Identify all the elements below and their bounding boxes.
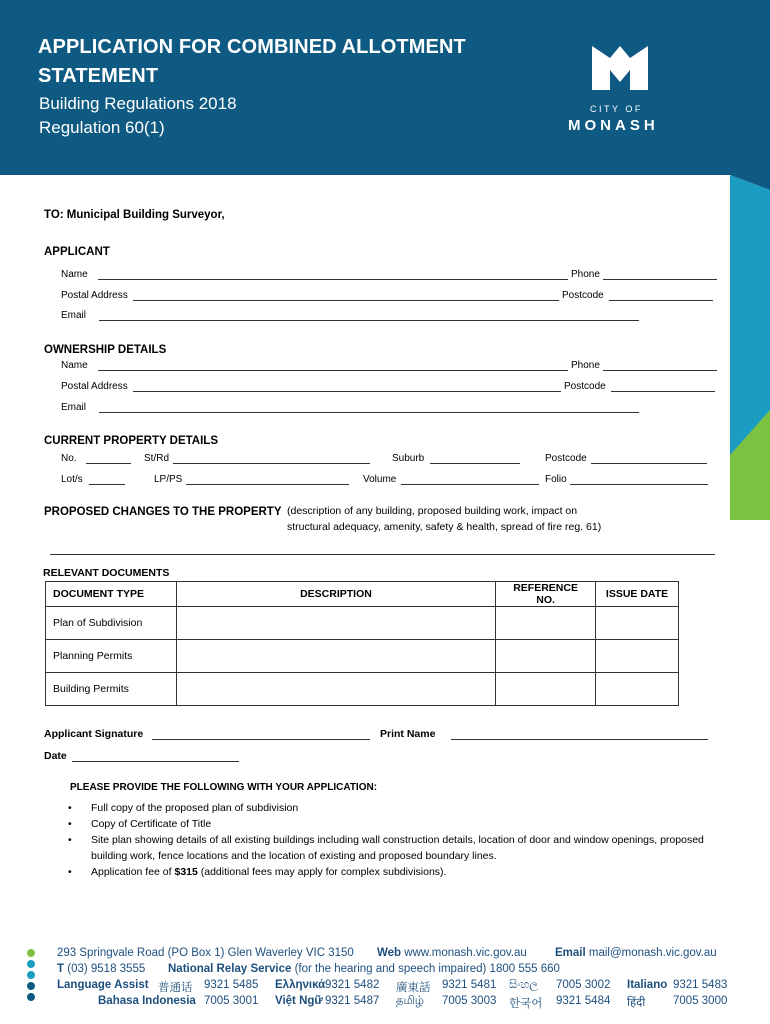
lang-number: 9321 5484 <box>556 995 611 1007</box>
applicant-email-field[interactable] <box>99 320 639 321</box>
property-folio-field[interactable] <box>570 484 708 485</box>
list-item: • Application fee of $315 (additional fees may apply for complex subdivisions). <box>68 864 728 880</box>
lang-item: தமிழ் <box>396 995 425 1007</box>
row-document-type: Building Permits <box>46 673 177 706</box>
proposed-changes-field[interactable] <box>50 554 715 555</box>
fee-amount: $315 <box>174 866 198 878</box>
footer-email-label: Email <box>555 947 586 959</box>
lang-number: 9321 5483 <box>673 979 728 991</box>
lang-item: Việt Ngữ <box>275 995 323 1007</box>
owner-phone-label: Phone <box>571 360 600 371</box>
property-suburb-label: Suburb <box>392 453 425 464</box>
owner-postcode-field[interactable] <box>611 391 715 392</box>
relevant-docs-heading: RELEVANT DOCUMENTS <box>43 567 170 579</box>
row-document-type: Planning Permits <box>46 640 177 673</box>
lang-item: 廣東話 <box>396 982 431 994</box>
applicant-phone-label: Phone <box>571 269 600 280</box>
owner-name-field[interactable] <box>98 370 568 371</box>
row-issue-date-cell[interactable] <box>596 673 679 706</box>
property-folio-label: Folio <box>545 474 567 485</box>
lang-item: 한국어 <box>509 998 543 1010</box>
lang-number: 9321 5481 <box>442 979 497 991</box>
lang-number: 7005 3001 <box>204 995 259 1007</box>
footer-nrs-label: National Relay Service <box>168 963 292 975</box>
property-no-label: No. <box>61 453 77 464</box>
lang-number: 7005 3000 <box>673 995 728 1007</box>
owner-postcode-label: Postcode <box>564 381 606 392</box>
header-band <box>0 0 770 175</box>
property-no-field[interactable] <box>86 463 131 464</box>
footer-web-row <box>377 947 527 959</box>
col-description: DESCRIPTION <box>176 582 495 607</box>
relevant-documents-table <box>45 581 679 706</box>
property-lpps-label: LP/PS <box>154 474 183 485</box>
applicant-postal-label: Postal Address <box>61 290 128 301</box>
lang-item: 普通话 <box>158 982 193 994</box>
proposed-desc-line2: structural adequacy, amenity, safety & health, spread of fire reg. 61) <box>287 521 602 533</box>
row-description-cell[interactable] <box>176 673 495 706</box>
provide-list <box>68 800 728 880</box>
print-name-field[interactable] <box>451 739 708 740</box>
list-item: • Copy of Certificate of Title <box>68 816 728 832</box>
owner-email-label: Email <box>61 402 87 413</box>
property-postcode-field[interactable] <box>591 463 707 464</box>
footer-email-row <box>555 947 717 959</box>
footer-phone-row <box>57 963 145 975</box>
lang-item: සිංහල <box>509 979 539 991</box>
footer-web-link[interactable]: www.monash.vic.gov.au <box>404 947 527 959</box>
property-strd-field[interactable] <box>173 463 370 464</box>
owner-email-field[interactable] <box>99 412 639 413</box>
ownership-heading: OWNERSHIP DETAILS <box>44 344 167 356</box>
footer-dot-icon <box>27 993 35 1001</box>
lang-number: 9321 5485 <box>204 979 259 991</box>
table-row <box>46 640 679 673</box>
row-issue-date-cell[interactable] <box>596 640 679 673</box>
property-postcode-label: Postcode <box>545 453 587 464</box>
col-reference-no: REFERENCE NO. <box>496 582 596 607</box>
table-row <box>46 673 679 706</box>
row-issue-date-cell[interactable] <box>596 607 679 640</box>
date-label: Date <box>44 750 67 762</box>
document-subtitle: Building Regulations 2018 Regulation 60(1) <box>39 94 237 137</box>
owner-phone-field[interactable] <box>603 370 717 371</box>
footer-dot-icon <box>27 971 35 979</box>
date-field[interactable] <box>72 761 239 762</box>
owner-name-label: Name <box>61 360 88 371</box>
lang-number: 9321 5487 <box>325 995 380 1007</box>
applicant-name-field[interactable] <box>98 279 568 280</box>
owner-postal-field[interactable] <box>133 391 561 392</box>
side-accent-shape <box>730 0 770 520</box>
city-of-monash-logo <box>560 40 680 140</box>
list-item: • Full copy of the proposed plan of subdivision <box>68 800 728 816</box>
applicant-postcode-field[interactable] <box>609 300 713 301</box>
row-document-type: Plan of Subdivision <box>46 607 177 640</box>
logo-city-of-text: CITY OF <box>590 104 643 114</box>
property-volume-field[interactable] <box>401 484 539 485</box>
col-document-type: DOCUMENT TYPE <box>46 582 177 607</box>
lang-number: 7005 3002 <box>556 979 611 991</box>
property-volume-label: Volume <box>363 474 397 485</box>
lang-item: हिंदी <box>627 997 646 1009</box>
row-reference-cell[interactable] <box>496 640 596 673</box>
table-header-row <box>46 582 679 607</box>
footer-dot-icon <box>27 960 35 968</box>
lang-item: Italiano <box>627 979 668 991</box>
applicant-heading: APPLICANT <box>44 246 110 258</box>
footer-address-row <box>57 947 354 959</box>
owner-postal-label: Postal Address <box>61 381 128 392</box>
applicant-postcode-label: Postcode <box>562 290 604 301</box>
lang-number: 9321 5482 <box>325 979 380 991</box>
to-line: TO: Municipal Building Surveyor, <box>44 209 225 221</box>
applicant-postal-field[interactable] <box>133 300 559 301</box>
monash-m-icon <box>590 42 650 92</box>
provide-heading: PLEASE PROVIDE THE FOLLOWING WITH YOUR APPLICATION: <box>70 782 378 793</box>
row-reference-cell[interactable] <box>496 673 596 706</box>
footer-nrs-row <box>168 963 560 975</box>
footer-web-label: Web <box>377 947 402 959</box>
footer-nrs-text: (for the hearing and speech impaired) 1800 555 660 <box>294 963 560 975</box>
applicant-phone-field[interactable] <box>603 279 717 280</box>
footer-language-assist: Language Assist <box>57 979 149 991</box>
footer-dot-icon <box>27 982 35 990</box>
footer-dot-icon <box>27 949 35 957</box>
row-description-cell[interactable] <box>176 640 495 673</box>
proposed-heading: PROPOSED CHANGES TO THE PROPERTY <box>44 506 282 518</box>
print-name-label: Print Name <box>380 728 436 740</box>
row-description-cell[interactable] <box>176 607 495 640</box>
table-row <box>46 607 679 640</box>
property-strd-label: St/Rd <box>144 453 170 464</box>
logo-monash-text: MONASH <box>568 117 659 134</box>
applicant-email-label: Email <box>61 310 87 321</box>
footer-phone: (03) 9518 3555 <box>67 963 146 975</box>
signature-label: Applicant Signature <box>44 728 144 740</box>
lang-item: Bahasa Indonesia <box>98 995 196 1007</box>
col-issue-date: ISSUE DATE <box>596 582 679 607</box>
footer-address: 293 Springvale Road (PO Box 1) Glen Waverley VIC 3150 <box>57 947 354 959</box>
document-title: APPLICATION FOR COMBINED ALLOTMENT STATEMENT <box>38 36 466 87</box>
list-item: • Site plan showing details of all existing buildings including wall construction details, location of door and window openings, proposed building work, fence locations and the location of existing and proposed boundary lines. <box>68 832 728 864</box>
applicant-name-label: Name <box>61 269 88 280</box>
footer-email-link[interactable]: mail@monash.vic.gov.au <box>588 947 717 959</box>
footer-t-label: T <box>57 963 65 975</box>
property-suburb-field[interactable] <box>430 463 520 464</box>
property-heading: CURRENT PROPERTY DETAILS <box>44 435 219 447</box>
property-lpps-field[interactable] <box>186 484 349 485</box>
property-lots-field[interactable] <box>89 484 125 485</box>
lang-number: 7005 3003 <box>442 995 497 1007</box>
property-lots-label: Lot/s <box>61 474 83 485</box>
signature-field[interactable] <box>152 739 370 740</box>
lang-item: Ελληνικά <box>275 979 326 991</box>
proposed-desc-line1: (description of any building, proposed building work, impact on <box>287 505 578 517</box>
row-reference-cell[interactable] <box>496 607 596 640</box>
footer <box>0 944 770 1024</box>
